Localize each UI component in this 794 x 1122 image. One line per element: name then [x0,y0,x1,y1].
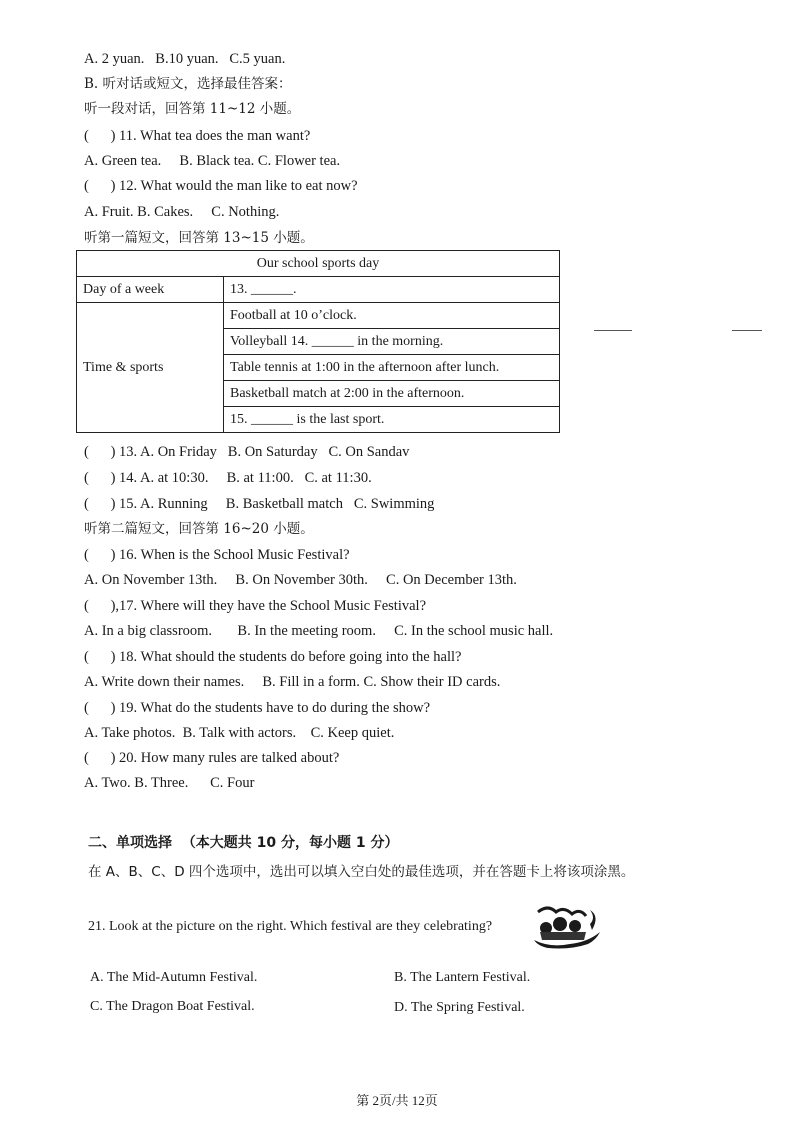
q21-option-b: B. The Lantern Festival. [394,970,531,985]
sports-day-table [76,250,560,433]
passage1-instruction: 听第一篇短文，回答第 13~15 小题。 [84,230,314,246]
question-11: ( ) 11. What tea does the man want? [84,128,311,144]
q18-options: A. Write down their names. B. Fill in a form. C. Show their ID cards. [84,674,501,690]
q16-options: A. On November 13th. B. On November 30th. C. On December 13th. [84,572,517,588]
question-15: ( ) 15. A. Running B. Basketball match C. Swimming [84,496,435,512]
section2-instruction: 在 A、B、C、D 四个选项中，选出可以填入空白处的最佳选项，并在答题卡上将该项涂黑。 [88,864,635,880]
passage2-instruction: 听第二篇短文，回答第 16~20 小题。 [84,521,314,537]
q20-options: A. Two. B. Three. C. Four [84,775,255,791]
q21-option-c: C. The Dragon Boat Festival. [90,999,255,1014]
table-cell: Basketball match at 2:00 in the afternoon. [224,381,560,407]
question-18: ( ) 18. What should the students do before going into the hall? [84,649,462,665]
question-13: ( ) 13. A. On Friday B. On Saturday C. On Sandav [84,444,410,460]
q12-options: A. Fruit. B. Cakes. C. Nothing. [84,204,280,220]
question-19: ( ) 19. What do the students have to do during the show? [84,700,431,716]
q11-options: A. Green tea. B. Black tea. C. Flower tea. [84,153,341,169]
table-cell: Football at 10 o’clock. [224,303,560,329]
table-cell: 15. ______ is the last sport. [224,407,560,433]
section-b-heading: B. 听对话或短文，选择最佳答案： [84,76,292,92]
table-cell: Volleyball 14. ______ in the morning. [224,329,560,355]
question-16: ( ) 16. When is the School Music Festival? [84,547,350,563]
table-cell: Table tennis at 1:00 in the afternoon after lunch. [224,355,560,381]
question-20: ( ) 20. How many rules are talked about? [84,750,340,766]
question-21: 21. Look at the picture on the right. Which festival are they celebrating? [88,919,493,934]
table-row-label: Day of a week [77,277,224,303]
q21-option-d: D. The Spring Festival. [394,1000,525,1015]
q21-option-a: A. The Mid-Autumn Festival. [90,970,258,985]
table-cell: 13. ______. [224,277,560,303]
question-14: ( ) 14. A. at 10:30. B. at 11:00. C. at 11:30. [84,470,372,486]
section2-title: 二、单项选择 （本大题共 10 分，每小题 1 分） [88,835,399,851]
scan-mark [594,330,632,331]
question-17: ( ),17. Where will they have the School Music Festival? [84,598,427,614]
q19-options: A. Take photos. B. Talk with actors. C. Keep quiet. [84,725,395,741]
table-title: Our school sports day [77,251,560,277]
q17-options: A. In a big classroom. B. In the meeting room. C. In the school music hall. [84,623,554,639]
table-row-label: Time & sports [77,303,224,433]
q10-options: A. 2 yuan. B.10 yuan. C.5 yuan. [84,51,286,67]
dragon-boat-image [530,902,604,950]
question-12: ( ) 12. What would the man like to eat now? [84,178,358,194]
page-footer: 第 2页/共 12页 [356,1093,438,1108]
dialogue-instruction: 听一段对话，回答第 11~12 小题。 [84,101,301,117]
scan-mark [732,330,762,331]
